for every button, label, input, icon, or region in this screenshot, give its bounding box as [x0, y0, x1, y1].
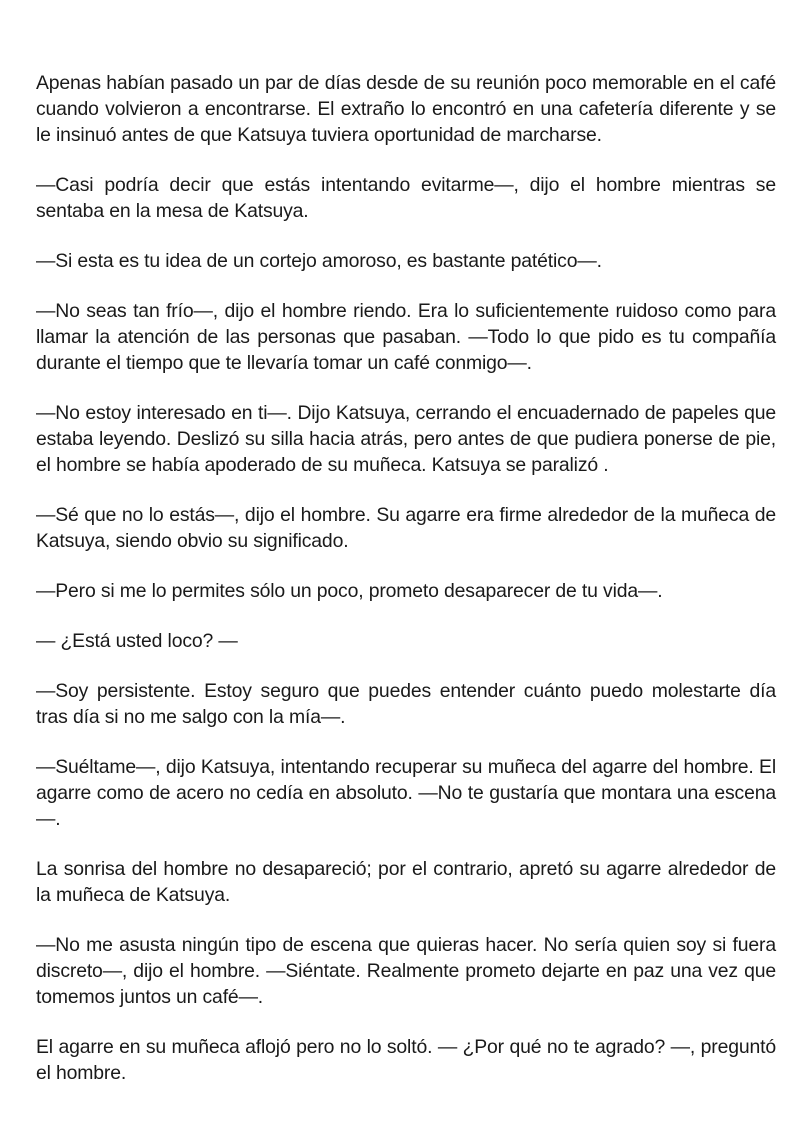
paragraph-2: —Casi podría decir que estás intentando evitarme—, dijo el hombre mientras se sentaba en la mesa de Katsuya.: [36, 174, 776, 222]
paragraph-13: El agarre en su muñeca aflojó pero no lo soltó. — ¿Por qué no te agrado? —, preguntó el hombre.: [36, 1036, 776, 1084]
paragraph-4: —No seas tan frío—, dijo el hombre riendo. Era lo suficientemente ruidoso como para llamar la atención de las personas que pasaban. —Todo lo que pido es tu compañía durante el tiempo que te llevaría tomar un café conmigo—.: [36, 300, 776, 374]
paragraph-3: —Si esta es tu idea de un cortejo amoroso, es bastante patético—.: [36, 250, 602, 272]
paragraph-6: —Sé que no lo estás—, dijo el hombre. Su agarre era firme alrededor de la muñeca de Katsuya, siendo obvio su significado.: [36, 504, 776, 552]
paragraph-10: —Suéltame—, dijo Katsuya, intentando recuperar su muñeca del agarre del hombre. El agarre como de acero no cedía en absoluto. —No te gustaría que montara una escena—.: [36, 756, 776, 830]
paragraph-8: — ¿Está usted loco? —: [36, 630, 238, 652]
paragraph-1: Apenas habían pasado un par de días desde de su reunión poco memorable en el café cuando volvieron a encontrarse. El extraño lo encontró en una cafetería diferente y se le insinuó antes de que Katsuya tuviera oportunidad de marcharse.: [36, 72, 776, 146]
paragraph-12: —No me asusta ningún tipo de escena que quieras hacer. No sería quien soy si fuera discreto—, dijo el hombre. —Siéntate. Realmente prometo dejarte en paz una vez que tomemos juntos un café—.: [36, 934, 776, 1008]
paragraph-7: —Pero si me lo permites sólo un poco, prometo desaparecer de tu vida—.: [36, 580, 663, 602]
paragraph-5: —No estoy interesado en ti—. Dijo Katsuya, cerrando el encuadernado de papeles que estaba leyendo. Deslizó su silla hacia atrás, pero antes de que pudiera ponerse de pie, el hombre se había apoderado de su muñeca. Katsuya se paralizó .: [36, 402, 776, 476]
paragraph-11: La sonrisa del hombre no desapareció; por el contrario, apretó su agarre alrededor de la muñeca de Katsuya.: [36, 858, 776, 906]
paragraph-9: —Soy persistente. Estoy seguro que puedes entender cuánto puedo molestarte día tras día si no me salgo con la mía—.: [36, 680, 776, 728]
document-page: [36, 70, 776, 1110]
